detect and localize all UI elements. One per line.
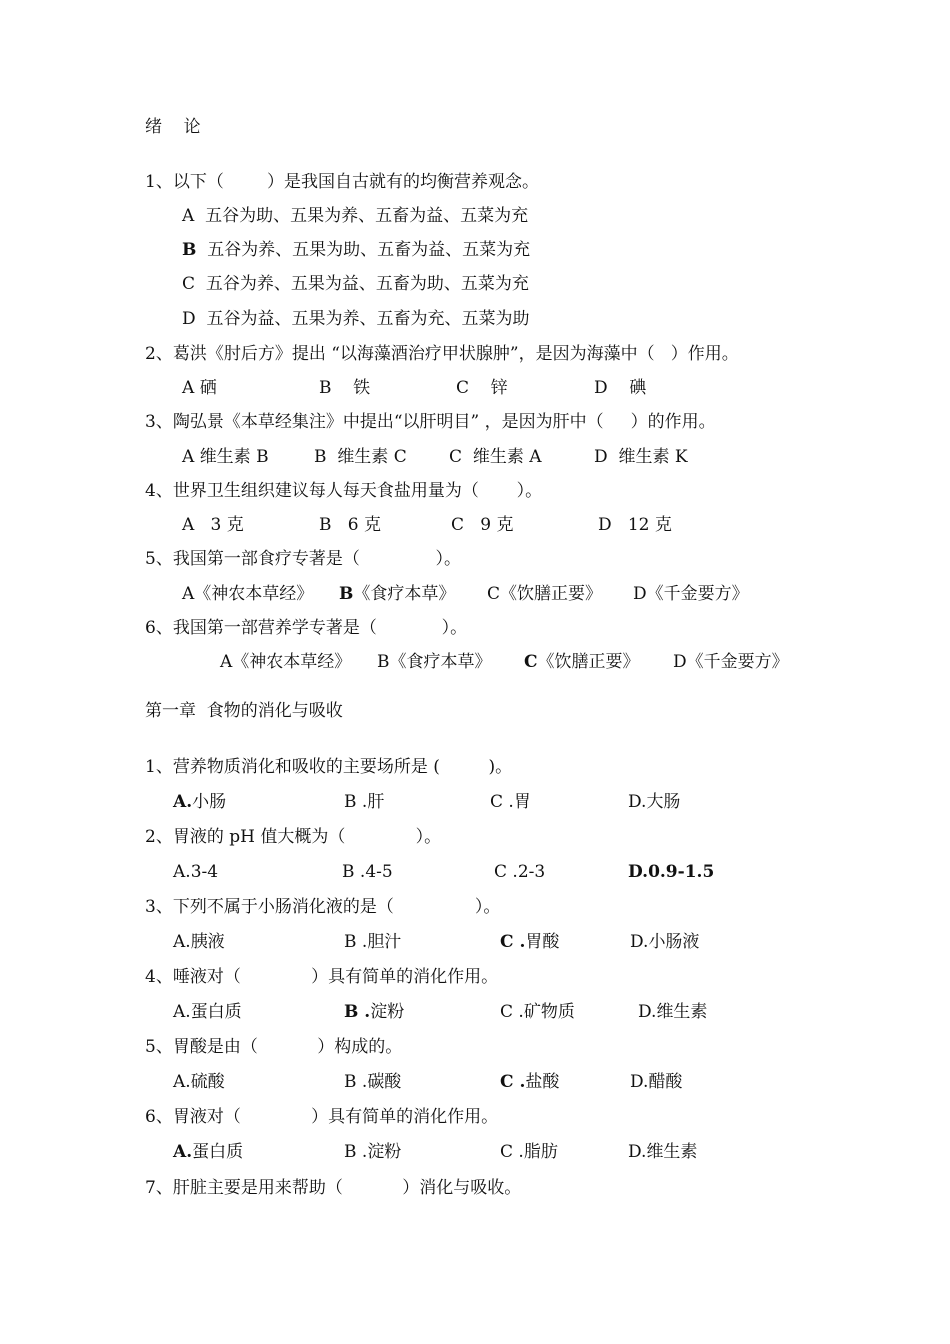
question-stem: 6、我国第一部营养学专著是（ ）。 bbox=[145, 618, 468, 638]
option-row bbox=[182, 274, 529, 294]
option-d: D.0.9-1.5 bbox=[628, 862, 715, 882]
option-c: C 9 克 bbox=[451, 515, 514, 535]
option-a: A.3-4 bbox=[173, 862, 219, 882]
option-c: C .盐酸 bbox=[500, 1072, 560, 1092]
option-a: A.小肠 bbox=[173, 792, 227, 812]
option-c: C 维生素 A bbox=[449, 447, 542, 467]
option-d: D.大肠 bbox=[628, 792, 681, 812]
option-c: C 锌 bbox=[456, 378, 508, 398]
question-stem: 4、世界卫生组织建议每人每天食盐用量为（ ）。 bbox=[145, 481, 543, 501]
option-b: B 维生素 C bbox=[314, 447, 407, 467]
option-a: A 维生素 B bbox=[182, 447, 269, 467]
option-a: A 3 克 bbox=[182, 515, 244, 535]
option-a: A.胰液 bbox=[173, 932, 225, 952]
question-stem: 5、胃酸是由（ ）构成的。 bbox=[145, 1037, 403, 1057]
option-d: D.维生素 bbox=[628, 1142, 698, 1162]
question-stem: 4、唾液对（ ）具有简单的消化作用。 bbox=[145, 967, 499, 987]
option-c: C《饮膳正要》 bbox=[487, 584, 603, 604]
option-letter: A bbox=[182, 206, 195, 226]
option-a: A.硫酸 bbox=[173, 1072, 225, 1092]
option-d: D《千金要方》 bbox=[673, 652, 789, 672]
option-b: B《食疗本草》 bbox=[377, 652, 492, 672]
option-b: B .4-5 bbox=[342, 862, 393, 882]
section-heading-chapter1: 第一章 食物的消化与吸收 bbox=[145, 701, 343, 721]
option-c: C .矿物质 bbox=[500, 1002, 575, 1022]
option-d: D 维生素 K bbox=[594, 447, 688, 467]
option-b: B《食疗本草》 bbox=[339, 584, 456, 604]
option-letter: B bbox=[182, 240, 197, 260]
option-d: D《千金要方》 bbox=[633, 584, 749, 604]
question-stem: 2、葛洪《肘后方》提出 “以海藻酒治疗甲状腺肿”，是因为海藻中（ ）作用。 bbox=[145, 344, 739, 364]
option-a: A.蛋白质 bbox=[173, 1002, 242, 1022]
option-b: B .胆汁 bbox=[344, 932, 402, 952]
option-d: D 碘 bbox=[594, 378, 647, 398]
option-d: D.醋酸 bbox=[630, 1072, 683, 1092]
option-c: C《饮膳正要》 bbox=[524, 652, 640, 672]
option-a: A《神农本草经》 bbox=[182, 584, 314, 604]
option-c: C .胃酸 bbox=[500, 932, 560, 952]
option-d: D.维生素 bbox=[638, 1002, 708, 1022]
option-d: D.小肠液 bbox=[630, 932, 700, 952]
option-a: A.蛋白质 bbox=[173, 1142, 244, 1162]
option-a: A 硒 bbox=[182, 378, 217, 398]
option-row bbox=[182, 309, 529, 329]
option-b: B .肝 bbox=[344, 792, 385, 812]
option-text: 五谷为助、五果为养、五畜为益、五菜为充 bbox=[205, 206, 529, 226]
option-row bbox=[182, 206, 528, 226]
option-text: 五谷为养、五果为益、五畜为助、五菜为充 bbox=[205, 274, 529, 294]
option-text: 五谷为养、五果为助、五畜为益、五菜为充 bbox=[207, 240, 531, 260]
question-stem: 2、胃液的 pH 值大概为（ ）。 bbox=[145, 827, 442, 847]
question-stem: 1、以下（ ）是我国自古就有的均衡营养观念。 bbox=[145, 172, 540, 192]
option-letter: C bbox=[182, 274, 196, 294]
question-stem: 1、营养物质消化和吸收的主要场所是 ( )。 bbox=[145, 757, 513, 777]
option-c: C .脂肪 bbox=[500, 1142, 558, 1162]
section-heading-intro: 绪 论 bbox=[145, 117, 201, 137]
option-row bbox=[182, 240, 530, 260]
question-stem: 3、下列不属于小肠消化液的是（ ）。 bbox=[145, 897, 501, 917]
option-c: C .2-3 bbox=[494, 862, 546, 882]
option-b: B .淀粉 bbox=[344, 1142, 402, 1162]
option-c: C .胃 bbox=[490, 792, 531, 812]
question-stem: 6、胃液对（ ）具有简单的消化作用。 bbox=[145, 1107, 499, 1127]
option-b: B .淀粉 bbox=[344, 1002, 405, 1022]
option-letter: D bbox=[182, 309, 196, 329]
question-stem: 3、陶弘景《本草经集注》中提出“以肝明目” ，是因为肝中（ ）的作用。 bbox=[145, 412, 716, 432]
question-stem: 7、肝脏主要是用来帮助（ ）消化与吸收。 bbox=[145, 1178, 522, 1198]
option-d: D 12 克 bbox=[598, 515, 672, 535]
option-b: B 6 克 bbox=[319, 515, 381, 535]
option-a: A《神农本草经》 bbox=[220, 652, 352, 672]
option-text: 五谷为益、五果为养、五畜为充、五菜为助 bbox=[206, 309, 530, 329]
question-stem: 5、我国第一部食疗专著是（ ）。 bbox=[145, 549, 461, 569]
option-b: B .碳酸 bbox=[344, 1072, 402, 1092]
option-b: B 铁 bbox=[319, 378, 371, 398]
